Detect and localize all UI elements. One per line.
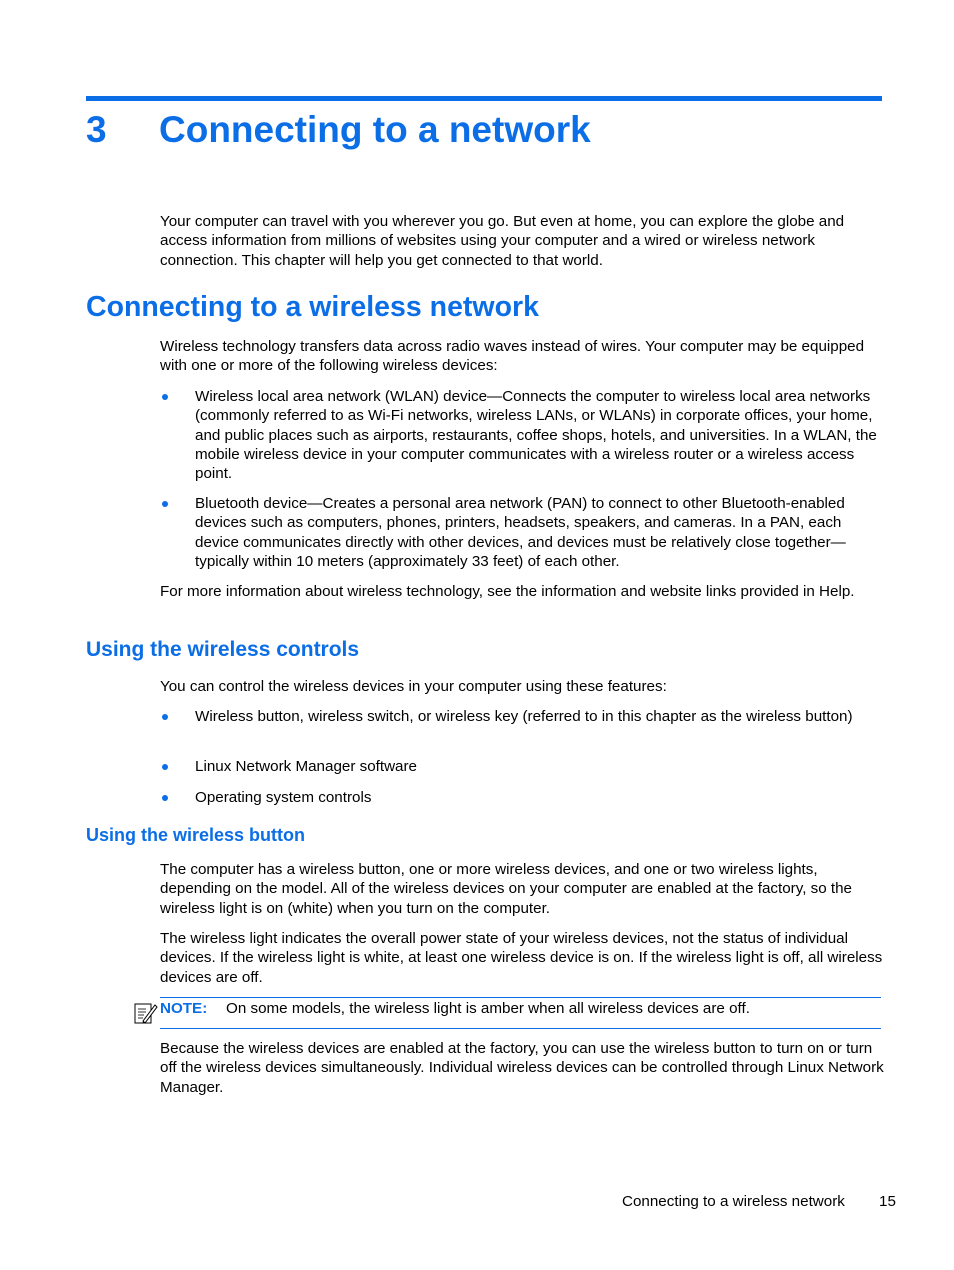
list-item-text: Wireless button, wireless switch, or wireless key (referred to in this chapter as the wireless button) (195, 708, 853, 725)
bullet-dot-icon (162, 764, 168, 770)
chapter-rule (86, 96, 882, 101)
chapter-heading (86, 106, 591, 154)
note-box (130, 997, 881, 1029)
list-item (160, 757, 884, 776)
controls-intro: You can control the wireless devices in your computer using these features: (160, 678, 667, 695)
bullet-dot-icon (162, 714, 168, 720)
list-item-text: Bluetooth device—Creates a personal area network (PAN) to connect to other Bluetooth-enabled devices such as computers, phones, printers, headsets, speakers, and cameras. In a PAN, each device communicates directly with other devices, and devices must be relatively close together—typically within 10 meters (approximately 33 feet) of each other. (195, 495, 846, 570)
wireless-button-para-2: The wireless light indicates the overall power state of your wireless devices, not the status of individual devices. If the wireless light is white, at least one wireless device is on. If the wireless light is off, all wireless devices are off. (160, 930, 883, 986)
note-label: NOTE: (160, 1000, 208, 1017)
list-item (160, 788, 884, 807)
wireless-button-para-1: The computer has a wireless button, one or more wireless devices, and one or two wireless lights, depending on the model. All of the wireless devices on your computer are enabled at the factory, so the wireless light is on (white) when you turn on the computer. (160, 861, 853, 917)
section-heading-wireless-controls: Using the wireless controls (86, 638, 360, 661)
section-heading-wireless-button: Using the wireless button (86, 825, 306, 845)
section-heading-wireless-network: Connecting to a wireless network (86, 291, 539, 323)
note-pencil-icon (133, 1001, 159, 1025)
note-rule-top (160, 997, 881, 998)
list-item (160, 387, 884, 483)
wireless-more-info: For more information about wireless technology, see the information and website links provided in Help. (160, 583, 855, 600)
bullet-dot-icon (162, 795, 168, 801)
page-number: 15 (879, 1193, 896, 1210)
list-item (160, 707, 884, 726)
list-item (160, 494, 884, 571)
bullet-dot-icon (162, 394, 168, 400)
footer-section-title: Connecting to a wireless network (622, 1193, 845, 1210)
chapter-title: Connecting to a network (159, 109, 591, 150)
wireless-button-para-3: Because the wireless devices are enabled at the factory, you can use the wireless button to turn on or turn off the wireless devices simultaneously. Individual wireless devices can be controlled through Linux Network Manager. (160, 1040, 884, 1096)
bullet-dot-icon (162, 501, 168, 507)
chapter-number: 3 (86, 109, 107, 150)
list-item-text: Linux Network Manager software (195, 758, 418, 775)
list-item-text: Wireless local area network (WLAN) device—Connects the computer to wireless local area networks (commonly referred to as Wi-Fi networks, wireless LANs, or WLANs) in corporate offices, your home, and public places such as airports, restaurants, coffee shops, hotels, and universities. In a WLAN, the mobile wireless device in your computer communicates with a wireless router or a wireless access point. (195, 388, 877, 483)
list-item-text: Operating system controls (195, 789, 372, 806)
chapter-intro: Your computer can travel with you wherever you go. But even at home, you can explore the globe and access information from millions of websites using your computer and a wired or wireless network connection. This chapter will help you get connected to that world. (160, 213, 845, 269)
note-rule-bottom (160, 1028, 881, 1029)
note-text: On some models, the wireless light is amber when all wireless devices are off. (226, 1000, 750, 1017)
wireless-intro: Wireless technology transfers data across radio waves instead of wires. Your computer may be equipped with one or more of the following wireless devices: (160, 338, 865, 375)
